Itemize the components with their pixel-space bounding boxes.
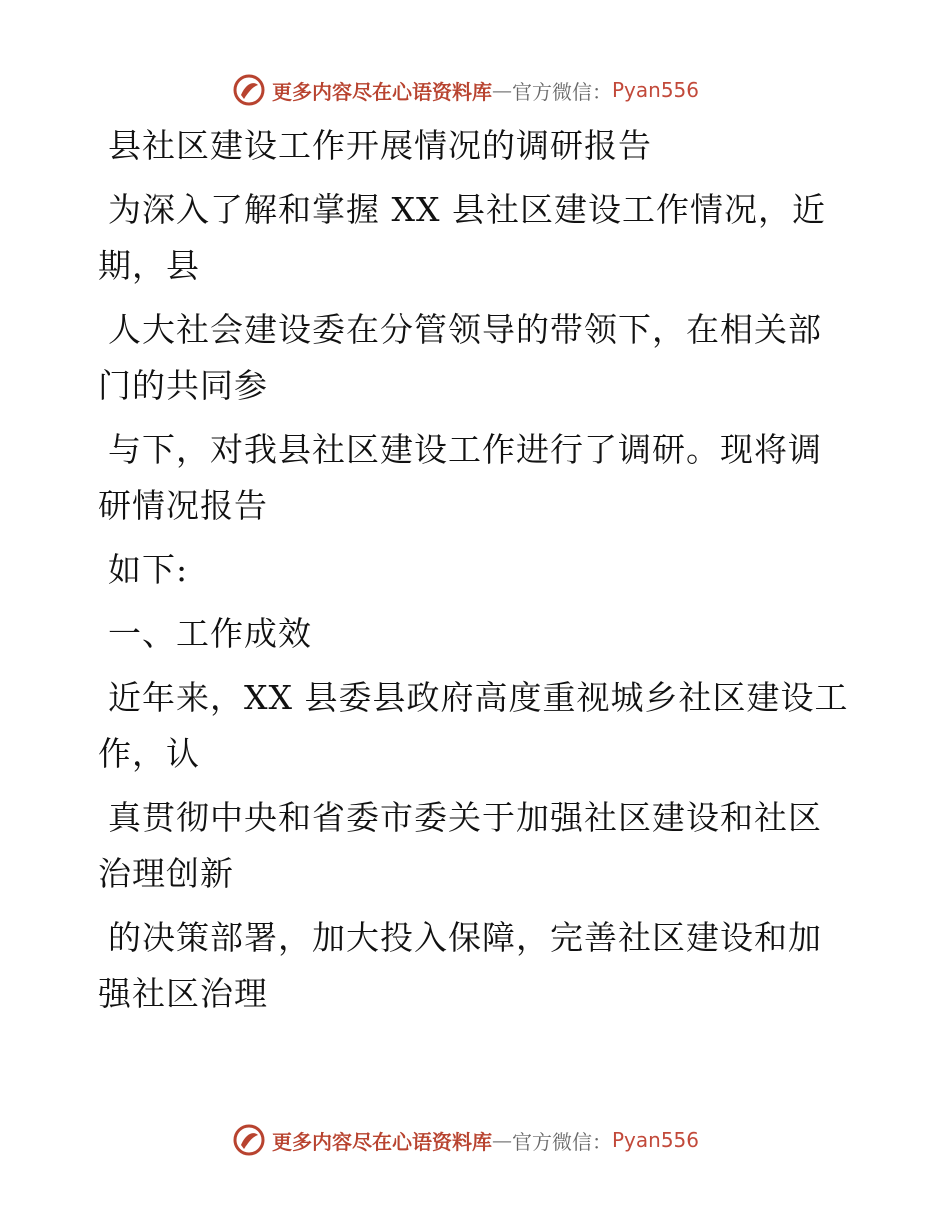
- paragraph-line: 作，认: [98, 734, 200, 773]
- paragraph-line: 近年来，XX 县委县政府高度重视城乡社区建设工: [108, 678, 849, 717]
- banner-dash: —: [492, 1128, 512, 1152]
- paragraph-line: 强社区治理: [98, 974, 268, 1013]
- document-title: 县社区建设工作开展情况的调研报告: [108, 126, 652, 165]
- paragraph-line: 真贯彻中央和省委市委关于加强社区建设和社区: [108, 798, 822, 837]
- header-banner: [232, 70, 732, 110]
- paragraph-line: 与下，对我县社区建设工作进行了调研。现将调: [108, 430, 822, 469]
- ribbon-logo-icon: [232, 73, 266, 107]
- paragraph-line: 的决策部署，加大投入保障，完善社区建设和加: [108, 918, 822, 957]
- ribbon-logo-icon: [232, 1123, 266, 1157]
- banner-dash: —: [492, 78, 512, 102]
- document-body: [98, 118, 858, 1022]
- paragraph-line: 治理创新: [98, 854, 234, 893]
- banner-promo-text: 更多内容尽在心语资料库: [272, 1129, 492, 1154]
- paragraph-line: 如下:: [108, 550, 189, 589]
- banner-promo-text: 更多内容尽在心语资料库: [272, 79, 492, 104]
- paragraph-line: 人大社会建设委在分管领导的带领下，在相关部: [108, 310, 822, 349]
- paragraph-line: 门的共同参: [98, 366, 268, 405]
- footer-banner: [232, 1120, 732, 1160]
- paragraph-line: 期，县: [98, 246, 200, 285]
- paragraph-line: 为深入了解和掌握 XX 县社区建设工作情况，近: [108, 190, 826, 229]
- banner-official-label: 官方微信：: [512, 1129, 612, 1154]
- banner-official-label: 官方微信：: [512, 79, 612, 104]
- banner-wechat-id: Pyan556: [612, 78, 700, 102]
- paragraph-line: 研情况报告: [98, 486, 268, 525]
- section-heading: 一、工作成效: [108, 614, 312, 653]
- banner-wechat-id: Pyan556: [612, 1128, 700, 1152]
